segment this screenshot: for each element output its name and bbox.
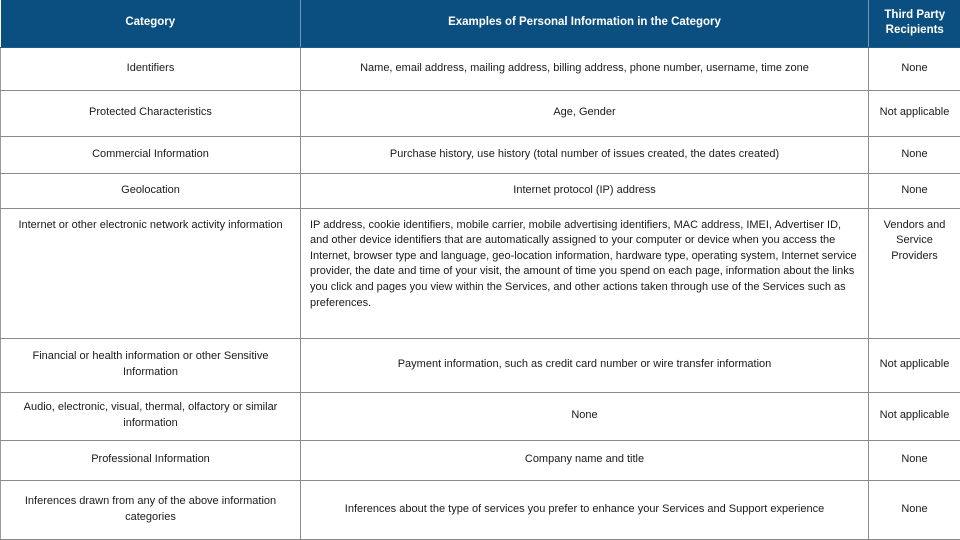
cell-category: Geolocation [1,173,301,208]
column-header-third-party-line2: Recipients [885,24,944,37]
cell-examples: Purchase history, use history (total number of issues created, the dates created) [301,136,869,173]
cell-third-party: Vendors and Service Providers [869,208,960,338]
cell-examples: Name, email address, mailing address, billing address, phone number, username, time zone [301,47,869,90]
cell-examples: IP address, cookie identifiers, mobile carrier, mobile advertising identifiers, MAC address, IMEI, Advertiser ID, and other device identifiers that are automatically assigned to your computer or device when you access the Internet, browser type and language, geo-location information, hardware type, operating system, Internet service provider, the date and time of your visit, the amount of time you spend on each page, information about the links you click and pages you view within the Services, and other actions taken through use of the Services such as preferences. [301,208,869,338]
table-row [1,440,960,480]
cell-examples: Inferences about the type of services you prefer to enhance your Services and Support experience [301,480,869,539]
cell-third-party: None [869,47,960,90]
cell-third-party: Not applicable [869,338,960,392]
cell-category: Professional Information [1,440,301,480]
table-row [1,208,960,338]
cell-examples: Internet protocol (IP) address [301,173,869,208]
table-row [1,47,960,90]
table-body [1,47,960,539]
column-header-category: Category [1,0,301,47]
cell-category: Commercial Information [1,136,301,173]
table-header-row [1,0,960,47]
cell-third-party: None [869,480,960,539]
column-header-examples: Examples of Personal Information in the Category [301,0,869,47]
cell-category: Inferences drawn from any of the above information categories [1,480,301,539]
table-row [1,338,960,392]
table-header [1,0,960,47]
table-row [1,173,960,208]
cell-examples: Payment information, such as credit card number or wire transfer information [301,338,869,392]
table-row [1,480,960,539]
column-header-third-party-line1: Third Party [884,8,946,21]
cell-category: Protected Characteristics [1,90,301,136]
cell-third-party: None [869,136,960,173]
table-row [1,90,960,136]
cell-examples: Company name and title [301,440,869,480]
cell-category: Financial or health information or other Sensitive Information [1,338,301,392]
column-header-third-party [869,0,960,47]
table-row [1,392,960,440]
cell-third-party: Not applicable [869,392,960,440]
cell-third-party: Not applicable [869,90,960,136]
cell-examples: Age, Gender [301,90,869,136]
cell-category: Internet or other electronic network activity information [1,208,301,338]
cell-third-party: None [869,173,960,208]
cell-category: Identifiers [1,47,301,90]
cell-category: Audio, electronic, visual, thermal, olfactory or similar information [1,392,301,440]
cell-third-party: None [869,440,960,480]
table-row [1,136,960,173]
cell-examples: None [301,392,869,440]
